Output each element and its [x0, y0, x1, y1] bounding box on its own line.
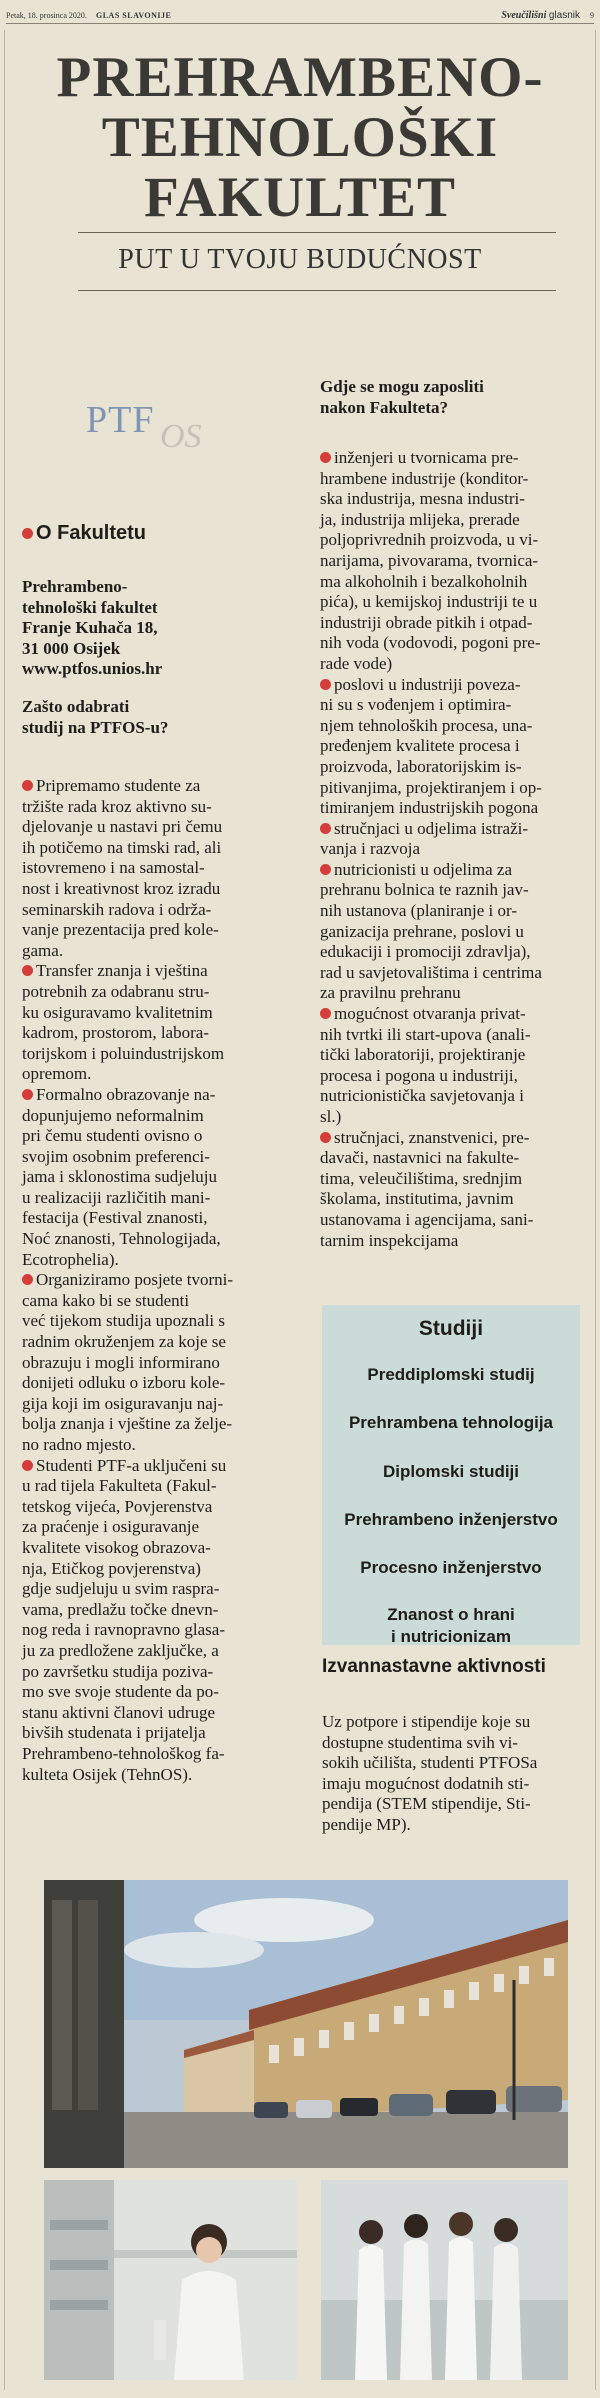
- about-line-text: no radno mjesto.: [22, 1435, 136, 1454]
- masthead-paper: GLAS SLAVONIJE: [96, 11, 172, 20]
- employment-line: [320, 757, 590, 778]
- employment-heading: [320, 377, 590, 418]
- about-line: [22, 1579, 312, 1600]
- employment-line: [320, 1025, 590, 1046]
- about-line: [22, 1167, 312, 1188]
- about-line: [22, 1538, 312, 1559]
- supplement-bold: Sveučilišni: [501, 10, 547, 21]
- about-line-text: ku osiguravamo kvalitetnim: [22, 1002, 213, 1022]
- about-line-text: kvalitete visokog obrazova-: [22, 1537, 211, 1557]
- employment-line: [320, 1107, 590, 1128]
- employment-line: [320, 1045, 590, 1066]
- bullet-icon: [320, 823, 331, 834]
- employment-line: [320, 736, 590, 757]
- about-line-text: stanu aktivni članovi udruge: [22, 1702, 216, 1722]
- employment-line-text: stručnjaci, znanstvenici, pre-: [334, 1127, 530, 1147]
- employment-text: [320, 448, 590, 1251]
- employment-line: [320, 1210, 590, 1231]
- employment-line: [320, 489, 590, 510]
- about-line: [22, 838, 312, 859]
- about-line: [22, 1394, 312, 1415]
- title-line-2: TEHNOLOŠKI: [101, 106, 499, 169]
- employment-line: [320, 1189, 590, 1210]
- why-line: [22, 718, 312, 739]
- about-line: [22, 1023, 312, 1044]
- address-line: [22, 598, 312, 619]
- study-item-4: Prehrambeno inženjerstvo: [344, 1510, 558, 1529]
- about-line: [22, 1147, 312, 1168]
- employment-line-text: tima, veleučilištima, srednjim: [320, 1168, 523, 1188]
- extracurricular-line-text: imaju mogućnost dodatnih sti-: [322, 1773, 530, 1793]
- employment-line-text: pića), u kemijskoj industriji te u: [320, 592, 538, 612]
- student-lab-photo: [44, 2180, 297, 2380]
- employment-line: [320, 901, 590, 922]
- about-line: [22, 1291, 312, 1312]
- employment-line: [320, 654, 590, 675]
- employment-line: [320, 695, 590, 716]
- employment-line: [320, 942, 590, 963]
- left-rule: [4, 30, 5, 2390]
- employment-line: [320, 860, 590, 881]
- about-line: [22, 1600, 312, 1621]
- about-line-text: svojim osobnim preferenci-: [22, 1146, 210, 1166]
- employment-line-text: inženjeri u tvornicama pre-: [334, 448, 519, 467]
- about-line: [22, 1559, 312, 1580]
- about-line-text: kulteta Osijek (TehnOS).: [22, 1764, 193, 1784]
- study-item-1: Preddiplomski studij: [367, 1365, 535, 1384]
- about-line: [22, 1003, 312, 1024]
- employment-line-text: sl.): [320, 1107, 342, 1126]
- extracurricular-line-text: sokih učilišta, studenti PTFOSa: [322, 1753, 538, 1773]
- about-line-text: za praćenje i osiguravanje: [22, 1517, 199, 1537]
- bullet-icon: [320, 1132, 331, 1143]
- employment-line-text: rad u savjetovalištima i centrima: [320, 962, 542, 982]
- building-photo-svg: [44, 1880, 568, 2168]
- about-line: [22, 1229, 312, 1250]
- about-line: [22, 858, 312, 879]
- bullet-icon: [320, 1008, 331, 1019]
- employment-line-text: pitivanjima, projektiranjem i op-: [320, 777, 542, 797]
- about-line-text: Formalno obrazovanje na-: [36, 1084, 216, 1104]
- about-line: [22, 1723, 312, 1744]
- employment-line-text: za pravilnu prehranu: [320, 983, 461, 1003]
- about-line-text: tetskog vijeća, Povjerenstva: [22, 1496, 213, 1516]
- employment-heading-line-text: nakon Fakulteta?: [320, 397, 448, 417]
- extracurricular-line-text: pendije MP).: [322, 1814, 411, 1834]
- bullet-icon: [320, 679, 331, 690]
- study-item-5: Procesno inženjerstvo: [360, 1558, 542, 1577]
- about-line-text: ih potičemo na timski rad, ali: [22, 837, 222, 857]
- employment-line-text: industriji obrade pitkih i otpad-: [320, 612, 533, 632]
- employment-line-text: tarnim inspekcijama: [320, 1230, 459, 1250]
- about-line: [22, 1682, 312, 1703]
- employment-line-text: ska industrija, mesna industri-: [320, 489, 525, 509]
- about-line-text: Prehrambeno-tehnološkog fa-: [22, 1743, 225, 1763]
- about-line-text: obrazuju i mogli informirano: [22, 1352, 220, 1372]
- about-line-text: nja, Etičkog povjerenstva): [22, 1558, 201, 1578]
- employment-line: [320, 1066, 590, 1087]
- page-title: [0, 48, 600, 228]
- why-line-text: studij na PTFOS-u?: [22, 717, 169, 737]
- about-line-text: u realizaciji različitih mani-: [22, 1187, 211, 1207]
- about-line-text: već tijekom studija upoznali s: [22, 1311, 226, 1331]
- about-line: [22, 1353, 312, 1374]
- about-line: [22, 1620, 312, 1641]
- masthead-supplement: [501, 10, 580, 21]
- extracurricular-line-text: pendija (STEM stipendije, Sti-: [322, 1794, 531, 1814]
- about-line: [22, 1703, 312, 1724]
- about-line: [22, 1064, 312, 1085]
- employment-line: [320, 510, 590, 531]
- employment-line: [320, 592, 590, 613]
- about-line-text: torijskom i poluindustrijskom: [22, 1043, 225, 1063]
- supplement-rest: glasnik: [548, 10, 580, 21]
- about-heading-block: [22, 523, 312, 545]
- about-line-text: nost i kreativnost kroz izradu: [22, 878, 221, 898]
- studies-heading: Studiji: [418, 1317, 484, 1340]
- about-line-text: potrebnih za odabranu stru-: [22, 981, 210, 1001]
- about-line-text: pri čemu studenti ovisno o: [22, 1126, 203, 1146]
- about-line-text: cama kako bi se studenti: [22, 1290, 190, 1310]
- study-item-2: Prehrambena tehnologija: [348, 1413, 554, 1432]
- employment-line-text: ja, industrija mlijeka, prerade: [320, 509, 520, 529]
- about-line: [22, 1188, 312, 1209]
- about-line-text: opremom.: [22, 1064, 92, 1084]
- employment-line: [320, 530, 590, 551]
- faculty-address: [22, 577, 312, 680]
- employment-line-text: ni su s vođenjem i optimira-: [320, 695, 512, 715]
- about-line: [22, 1044, 312, 1065]
- employment-line: [320, 1128, 590, 1149]
- employment-line: [320, 572, 590, 593]
- address-line: [22, 659, 312, 680]
- about-line: [22, 941, 312, 962]
- extracurricular-line: [322, 1815, 584, 1836]
- employment-line: [320, 551, 590, 572]
- employment-line-text: nih ustanova (planiranje i or-: [320, 901, 517, 921]
- extracurricular-line: [322, 1712, 584, 1733]
- bullet-icon: [22, 528, 33, 539]
- study-item-6: Znanost o hrani: [387, 1605, 515, 1624]
- about-line: [22, 1332, 312, 1353]
- employment-line: [320, 716, 590, 737]
- employment-line-text: narijama, pivovarama, tvornica-: [320, 550, 539, 570]
- about-line: [22, 1497, 312, 1518]
- about-line-text: Ecotrophelia).: [22, 1249, 119, 1269]
- about-line-text: bolja znanja i vještine za želje-: [22, 1414, 233, 1434]
- address-line-text: Franje Kuhača 18,: [22, 618, 158, 638]
- employment-line: [320, 1004, 590, 1025]
- about-line: [22, 817, 312, 838]
- employment-line: [320, 448, 590, 469]
- why-heading: [22, 697, 312, 738]
- employment-line: [320, 880, 590, 901]
- about-line-text: donijeti odluku o izboru kole-: [22, 1373, 226, 1393]
- about-line: [22, 879, 312, 900]
- extracurricular-line: [322, 1733, 584, 1754]
- page-number: 9: [590, 11, 594, 20]
- about-line: [22, 961, 312, 982]
- bullet-icon: [22, 1089, 33, 1100]
- why-line: [22, 697, 312, 718]
- about-line: [22, 1517, 312, 1538]
- extracurricular-heading: Izvannastavne aktivnosti: [322, 1656, 546, 1677]
- about-line: [22, 1435, 312, 1456]
- about-line: [22, 1765, 312, 1786]
- employment-line-text: prehranu bolnica te raznih jav-: [320, 880, 529, 900]
- extracurricular-line: [322, 1794, 584, 1815]
- about-line: [22, 1085, 312, 1106]
- employment-line-text: vanja i razvoja: [320, 839, 421, 859]
- employment-line-text: davači, nastavnici na fakulte-: [320, 1148, 520, 1168]
- campus-building-photo: [44, 1880, 568, 2168]
- logo-os: OS: [160, 418, 202, 455]
- employment-heading-line: [320, 377, 590, 398]
- about-line: [22, 1662, 312, 1683]
- masthead-date: Petak, 18. prosinca 2020.: [6, 11, 87, 20]
- employment-line-text: njem tehnoloških procesa, una-: [320, 715, 533, 735]
- employment-heading-line-text: Gdje se mogu zaposliti: [320, 377, 484, 396]
- address-line-text: 31 000 Osijek: [22, 638, 121, 658]
- employment-line-text: ustanovama i agencijama, sani-: [320, 1209, 534, 1229]
- about-line-text: seminarskih radova i održa-: [22, 899, 212, 919]
- about-line-text: tržište rada kroz aktivno su-: [22, 796, 212, 816]
- about-line: [22, 797, 312, 818]
- address-line-text: tehnološki fakultet: [22, 597, 158, 617]
- about-line-text: u rad tijela Fakulteta (Fakul-: [22, 1476, 217, 1496]
- about-line-text: Noć znanosti, Tehnologijada,: [22, 1229, 221, 1249]
- study-item-3: Diplomski studiji: [382, 1462, 520, 1481]
- masthead: [6, 8, 594, 24]
- employment-line: [320, 798, 590, 819]
- about-line: [22, 1641, 312, 1662]
- about-line: [22, 1208, 312, 1229]
- about-line-text: dopunjujemo neformalnim: [22, 1105, 204, 1125]
- bullet-icon: [22, 1274, 33, 1285]
- bullet-icon: [320, 452, 331, 463]
- ptf-logo: [86, 392, 226, 472]
- employment-line: [320, 675, 590, 696]
- about-line-text: po završetku studija poziva-: [22, 1661, 214, 1681]
- bullet-icon: [22, 965, 33, 976]
- about-line-text: vama, predlažu točke dnevn-: [22, 1599, 219, 1619]
- about-line: [22, 1311, 312, 1332]
- employment-line-text: poslovi u industriji poveza-: [334, 674, 521, 694]
- employment-line-text: ganizacija prehrane, poslovi u: [320, 921, 524, 941]
- employment-line-text: nutricionisti u odjelima za: [334, 859, 512, 879]
- employment-line: [320, 839, 590, 860]
- employment-line: [320, 778, 590, 799]
- about-line: [22, 900, 312, 921]
- employment-line: [320, 1148, 590, 1169]
- about-line-text: jama i sklonostima sudjeluju: [22, 1167, 218, 1187]
- employment-line-text: timiranjem industrijskih pogona: [320, 798, 539, 818]
- extracurricular-line-text: dostupne studentima svih vi-: [322, 1732, 518, 1752]
- employment-line-text: mogućnost otvaranja privat-: [334, 1004, 526, 1024]
- about-line-text: Transfer znanja i vještina: [36, 961, 208, 981]
- about-line-text: vanje prezentacija pred kole-: [22, 920, 219, 940]
- employment-line: [320, 613, 590, 634]
- bullet-icon: [22, 780, 33, 791]
- address-line: [22, 577, 312, 598]
- employment-line: [320, 1231, 590, 1252]
- subtitle: PUT U TVOJU BUDUĆNOST: [118, 244, 482, 275]
- about-heading: O Fakultetu: [36, 522, 147, 544]
- bullet-icon: [22, 1460, 33, 1471]
- about-line: [22, 1414, 312, 1435]
- subtitle-rule-top: [78, 232, 556, 233]
- address-line: [22, 639, 312, 660]
- about-line: [22, 776, 312, 797]
- about-line: [22, 1456, 312, 1477]
- employment-line: [320, 963, 590, 984]
- title-line-1: PREHRAMBENO-: [56, 46, 544, 109]
- employment-line-text: rade vode): [320, 653, 393, 673]
- about-line: [22, 1250, 312, 1271]
- subtitle-rule-bottom: [78, 290, 556, 291]
- about-line-text: radnim okruženjem za koje se: [22, 1332, 226, 1352]
- right-rule: [595, 30, 596, 2390]
- address-line-text: Prehrambeno-: [22, 577, 128, 596]
- about-line-text: kadrom, prostorom, labora-: [22, 1023, 209, 1043]
- employment-line: [320, 469, 590, 490]
- employment-line: [320, 819, 590, 840]
- extracurricular-text: [322, 1712, 584, 1836]
- employment-line: [320, 1169, 590, 1190]
- employment-line-text: stručnjaci u odjelima istraži-: [334, 818, 529, 838]
- about-line: [22, 1106, 312, 1127]
- students-group-photo: [321, 2180, 568, 2380]
- employment-line-text: pređenjem kvalitete procesa i: [320, 736, 520, 756]
- address-line-text: www.ptfos.unios.hr: [22, 659, 163, 679]
- about-line: [22, 1126, 312, 1147]
- about-line: [22, 920, 312, 941]
- employment-line: [320, 983, 590, 1004]
- logo-ptf: PTF: [86, 399, 155, 441]
- employment-line-text: poljoprivrednih proizvoda, u vi-: [320, 530, 539, 550]
- studies-box: [322, 1305, 580, 1645]
- extracurricular-line: [322, 1774, 584, 1795]
- about-line-text: gdje sudjeluju u svim raspra-: [22, 1579, 220, 1599]
- about-text: [22, 776, 312, 1785]
- employment-line: [320, 1086, 590, 1107]
- employment-line-text: nih voda (vodovodi, pogoni pre-: [320, 633, 541, 653]
- about-line-text: festacija (Festival znanosti,: [22, 1208, 208, 1228]
- employment-line: [320, 922, 590, 943]
- bullet-icon: [320, 864, 331, 875]
- about-line-text: djelovanje u nastavi pri čemu: [22, 817, 223, 837]
- employment-line-text: nih tvrtki ili start-upova (anali-: [320, 1024, 531, 1044]
- employment-line: [320, 633, 590, 654]
- about-line: [22, 982, 312, 1003]
- group-photo-svg: [321, 2180, 568, 2380]
- employment-line-text: nutricionistička savjetovanja i: [320, 1086, 524, 1106]
- employment-line-text: školama, institutima, javnim: [320, 1189, 514, 1209]
- about-line-text: Studenti PTF-a uključeni su: [36, 1455, 227, 1475]
- study-item-7: i nutricionizam: [391, 1627, 511, 1646]
- employment-line-text: edukaciji i promociji zdravlja),: [320, 942, 531, 962]
- about-line: [22, 1476, 312, 1497]
- why-line-text: Zašto odabrati: [22, 697, 130, 716]
- employment-heading-line: [320, 398, 590, 419]
- address-line: [22, 618, 312, 639]
- about-line-text: nog reda i ravnopravno glasa-: [22, 1620, 225, 1640]
- employment-line-text: procesa i pogona u industriji,: [320, 1065, 518, 1085]
- about-line-text: mo sve svoje studente da po-: [22, 1682, 219, 1702]
- employment-line-text: tički laboratoriji, projektiranje: [320, 1045, 526, 1065]
- extracurricular-line-text: Uz potpore i stipendije koje su: [322, 1712, 531, 1731]
- employment-line-text: ma alkoholnih i bezalkoholnih: [320, 571, 528, 591]
- about-line-text: gija koji im osiguravanju naj-: [22, 1393, 224, 1413]
- about-line: [22, 1270, 312, 1291]
- lab-photo-svg: [44, 2180, 297, 2380]
- about-line-text: bivših studenata i prijatelja: [22, 1723, 206, 1743]
- about-line-text: Organiziramo posjete tvorni-: [36, 1270, 234, 1290]
- extracurricular-line: [322, 1753, 584, 1774]
- about-line-text: istovremeno i na samostal-: [22, 858, 205, 878]
- about-line-text: ju za predložene zaključke, a: [22, 1640, 219, 1660]
- about-line: [22, 1744, 312, 1765]
- about-line-text: Pripremamo studente za: [36, 776, 201, 795]
- about-line-text: gama.: [22, 940, 64, 960]
- employment-line-text: hrambene industrije (konditor-: [320, 468, 529, 488]
- about-line: [22, 1373, 312, 1394]
- title-line-3: FAKULTET: [143, 166, 457, 229]
- employment-line-text: proizvoda, laboratorijskim is-: [320, 756, 522, 776]
